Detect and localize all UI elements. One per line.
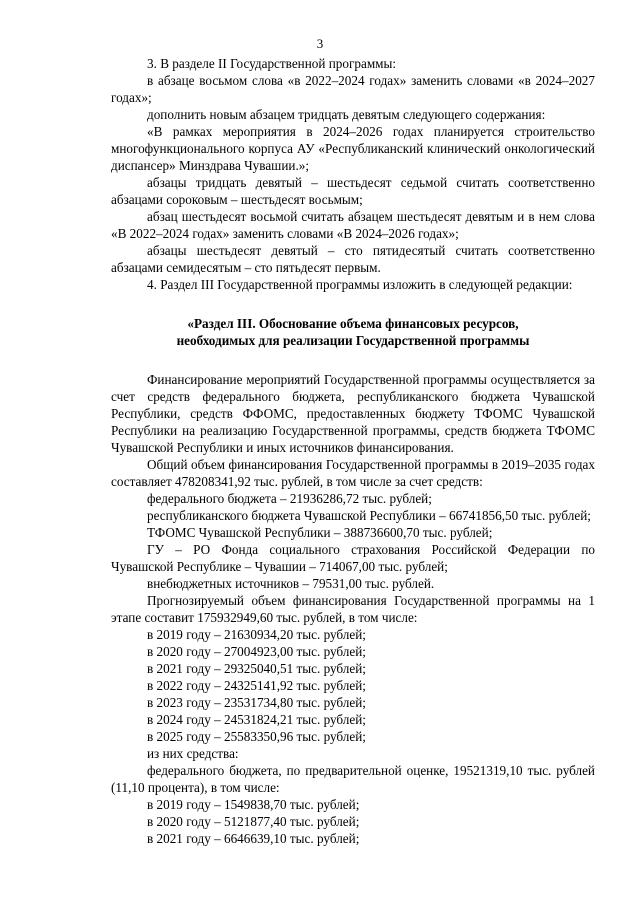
list-item: республиканского бюджета Чувашской Республики – 66741856,50 тыс. рублей; [147,508,591,523]
paragraph: Финансирование мероприятий Государственной программы осуществляется за счет средств федерального бюджета, республиканского бюджета Чувашской Республики, средств ФФОМС, предоставленных бюджету ТФОМС Чувашской Республики на реализацию Государственной программы, средств бюджета ТФОМС Чувашской Республики и иных источников финансирования. [111,372,595,455]
list-item: в 2019 году – 21630934,20 тыс. рублей; [147,627,366,642]
paragraph: абзац шестьдесят восьмой считать абзацем шестьдесят девятым и в нем слова «В 2022–2024 годах» заменить словами «В 2024–2026 годах»; [111,209,595,241]
section-heading-line: «Раздел III. Обоснование объема финансовых ресурсов, [187,316,519,331]
list-item: в 2019 году – 1549838,70 тыс. рублей; [147,797,360,812]
paragraph: федерального бюджета, по предварительной оценке, 19521319,10 тыс. рублей (11,10 процента), в том числе: [111,763,595,795]
paragraph: Общий объем финансирования Государственной программы в 2019–2035 годах составляет 478208341,92 тыс. рублей, в том числе за счет средств: [111,457,595,489]
list-item: в 2020 году – 27004923,00 тыс. рублей; [147,644,366,659]
list-item: внебюджетных источников – 79531,00 тыс. рублей. [147,576,435,591]
document-body [111,55,595,847]
page-number: 3 [316,36,324,51]
section-heading-line: необходимых для реализации Государственной программы [176,333,530,348]
list-item: ГУ – РО Фонда социального страхования Российской Федерации по Чувашской Республике – Чувашии – 714067,00 тыс. рублей; [111,542,595,574]
list-item: в 2022 году – 24325141,92 тыс. рублей; [147,678,366,693]
paragraph: дополнить новым абзацем тридцать девятым следующего содержания: [147,107,546,122]
paragraph: Прогнозируемый объем финансирования Государственной программы на 1 этапе составит 175932949,60 тыс. рублей, в том числе: [111,593,595,625]
list-item: ТФОМС Чувашской Республики – 388736600,70 тыс. рублей; [147,525,493,540]
section-heading [111,315,595,349]
list-item: в 2023 году – 23531734,80 тыс. рублей; [147,695,366,710]
paragraph: 3. В разделе II Государственной программы: [147,56,397,71]
list-item: в 2024 году – 24531824,21 тыс. рублей; [147,712,366,727]
paragraph: 4. Раздел III Государственной программы изложить в следующей редакции: [147,277,573,292]
list-item: в 2021 году – 29325040,51 тыс. рублей; [147,661,366,676]
list-item: федерального бюджета – 21936286,72 тыс. рублей; [147,491,432,506]
list-item: в 2025 году – 25583350,96 тыс. рублей; [147,729,366,744]
list-item: в 2021 году – 6646639,10 тыс. рублей; [147,831,360,846]
paragraph: в абзаце восьмом слова «в 2022–2024 годах» заменить словами «в 2024–2027 годах»; [111,73,595,105]
list-item: в 2020 году – 5121877,40 тыс. рублей; [147,814,360,829]
paragraph: абзацы шестьдесят девятый – сто пятидесятый считать соответственно абзацами семидесятым – сто пятьдесят первым. [111,243,595,275]
paragraph: «В рамках мероприятия в 2024–2026 годах планируется строительство многофункционального корпуса АУ «Республиканский клинический онкологический диспансер» Минздрава Чувашии.»; [111,124,595,173]
list-item: из них средства: [147,746,239,761]
paragraph: абзацы тридцать девятый – шестьдесят седьмой считать соответственно абзацами сороковым – шестьдесят восьмым; [111,175,595,207]
